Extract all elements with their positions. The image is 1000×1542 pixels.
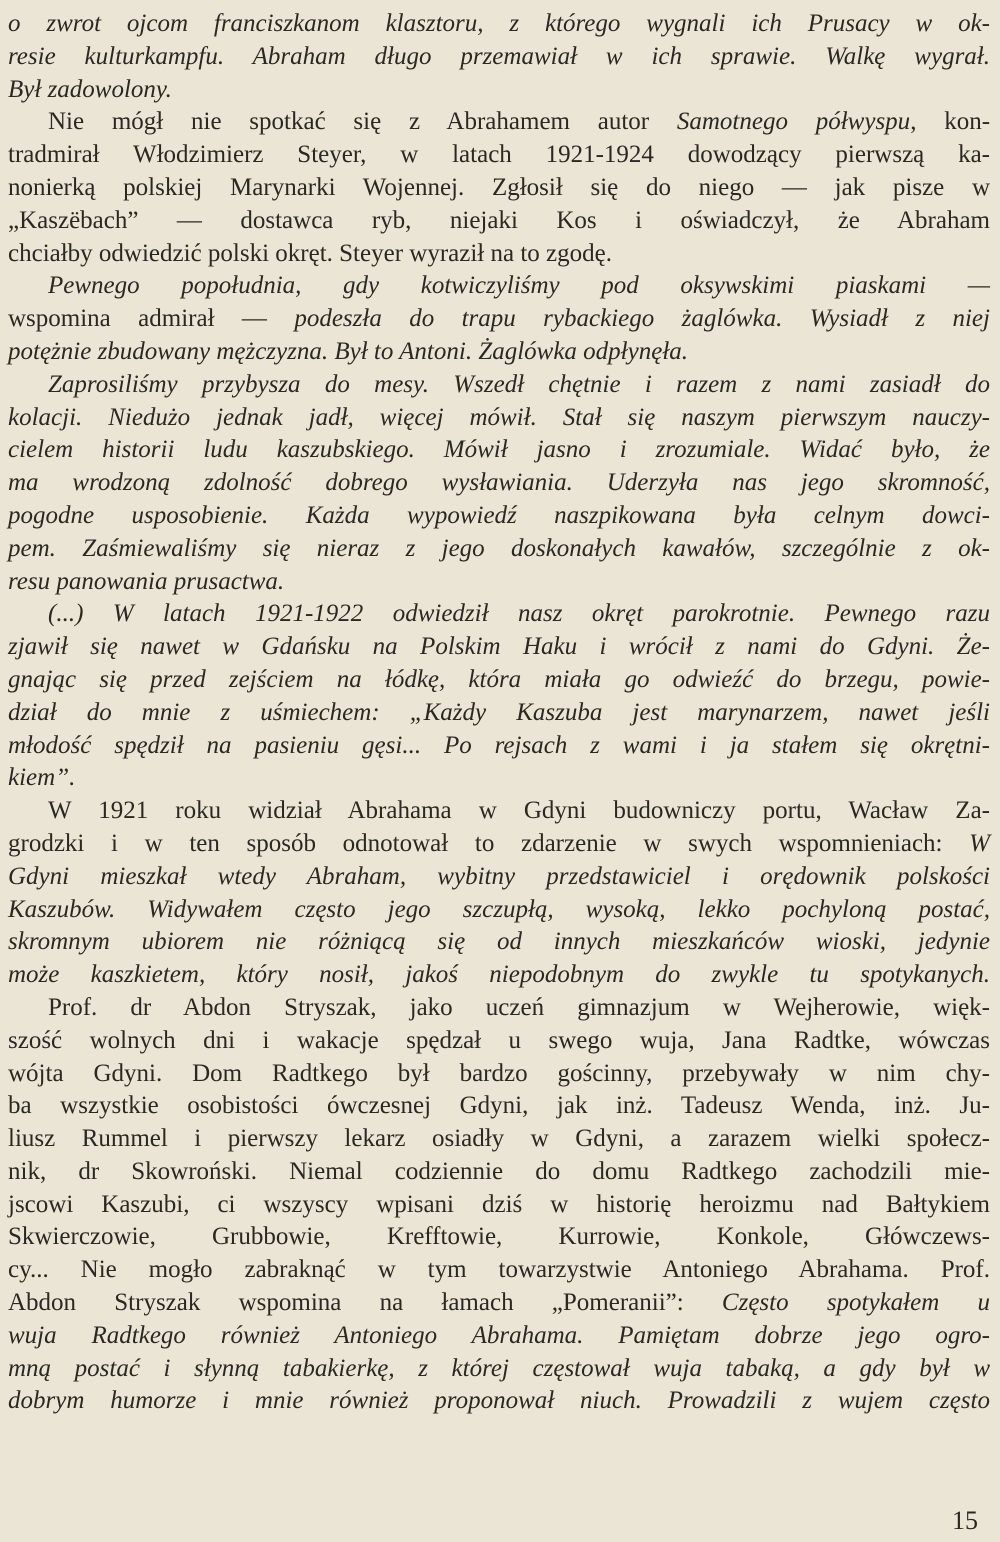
text-line: [8, 795, 990, 828]
text-line: [8, 336, 990, 369]
text-line: [8, 402, 990, 435]
roman-text: szość wolnych dni i wakacje spędzał u swego wuja, Jana Radtke, wówczas: [8, 1026, 990, 1054]
roman-text: wójta Gdyni. Dom Radtkego był bardzo gościnny, przebywały w nim chy-: [8, 1059, 990, 1087]
text-line: [8, 1320, 990, 1353]
text-line: [8, 1385, 990, 1418]
roman-text: „Kaszëbach” — dostawca ryb, niejaki Kos i oświadczył, że Abraham: [8, 206, 990, 234]
italic-text: Kaszubów. Widywałem często jego szczupłą, wysoką, lekko pochyloną postać,: [8, 895, 990, 923]
italic-text: cielem historii ludu kaszubskiego. Mówił jasno i zrozumiale. Widać było, że: [8, 436, 990, 464]
italic-text: resie kulturkampfu. Abraham długo przemawiał w ich sprawie. Walkę wygrał.: [8, 42, 990, 70]
roman-text: nik, dr Skowroński. Niemal codziennie do domu Radtkego zachodzili mie-: [8, 1157, 990, 1185]
text-line: [8, 205, 990, 238]
italic-text: może kaszkietem, który nosił, jakoś niepodobnym do zwykle tu spotykanych.: [8, 961, 990, 989]
text-line: [8, 631, 990, 664]
italic-text: kiem”.: [8, 764, 76, 792]
roman-text: ba wszystkie osobistości ówczesnej Gdyni, jak inż. Tadeusz Wenda, inż. Ju-: [8, 1092, 990, 1120]
italic-text: pogodne usposobienie. Każda wypowiedź naszpikowana była celnym dowci-: [8, 501, 990, 529]
roman-text: Abdon Stryszak wspomina na łamach „Pomeranii”:: [8, 1289, 722, 1317]
italic-text: o zwrot ojcom franciszkanom klasztoru, z którego wygnali ich Prusacy w ok-: [8, 10, 990, 37]
text-line: [8, 959, 990, 992]
roman-text: liusz Rummel i pierwszy lekarz osiadły w Gdyni, a zarazem wielki społecz-: [8, 1125, 990, 1153]
italic-text: Zaprosiliśmy przybysza do mesy. Wszedł chętnie i razem z nami zasiadł do: [48, 370, 990, 398]
roman-text: Nie mógł nie spotkać się z Abrahamem autor: [48, 108, 677, 136]
italic-text: W: [969, 829, 990, 857]
text-line: [8, 1353, 990, 1386]
text-line: [8, 8, 990, 41]
roman-text: W 1921 roku widział Abrahama w Gdyni budowniczy portu, Wacław Za-: [48, 797, 990, 825]
italic-text: zjawił się nawet w Gdańsku na Polskim Haku i wrócił z nami do Gdyni. Że-: [8, 633, 990, 661]
italic-text: Był zadowolony.: [8, 75, 172, 103]
roman-text: tradmirał Włodzimierz Steyer, w latach 1921-1924 dowodzący pierwszą ka-: [8, 141, 990, 169]
text-line: [8, 41, 990, 74]
text-line: [8, 270, 990, 303]
text-line: [8, 1221, 990, 1254]
text-line: [8, 992, 990, 1025]
text-line: [8, 500, 990, 533]
italic-text: (...) W latach 1921-1922 odwiedził nasz okręt parokrotnie. Pewnego razu: [48, 600, 990, 628]
text-line: [8, 664, 990, 697]
text-line: [8, 106, 990, 139]
italic-text: Pewnego popołudnia, gdy kotwiczyliśmy pod oksywskimi piaskami —: [48, 272, 990, 300]
italic-text: mną postać i słynną tabakierkę, z której częstował wuja tabaką, a gdy był w: [8, 1354, 990, 1382]
roman-text: nonierką polskiej Marynarki Wojennej. Zgłosił się do niego — jak pisze w: [8, 173, 990, 201]
text-line: [8, 762, 990, 795]
italic-text: potężnie zbudowany mężczyzna. Był to Antoni. Żaglówka odpłynęła.: [8, 337, 689, 365]
roman-text: chciałby odwiedzić polski okręt. Steyer wyraził na to zgodę.: [8, 239, 612, 267]
italic-text: kolacji. Niedużo jednak jadł, więcej mówił. Stał się naszym pierwszym nauczy-: [8, 403, 990, 431]
text-line: [8, 533, 990, 566]
italic-text: wuja Radtkego również Antoniego Abrahama. Pamiętam dobrze jego ogro-: [8, 1321, 990, 1349]
roman-text: wspomina admirał —: [8, 305, 295, 333]
text-line: [8, 730, 990, 763]
text-line: [8, 1058, 990, 1091]
text-line: [8, 1254, 990, 1287]
text-line: [8, 1156, 990, 1189]
roman-text: , kon-: [910, 108, 991, 136]
text-line: [8, 1123, 990, 1156]
italic-text: gnając się przed zejściem na łódkę, która miała go odwieźć do brzegu, powie-: [8, 665, 990, 693]
italic-text: młodość spędził na pasieniu gęsi... Po rejsach z wami i ja stałem się okrętni-: [8, 731, 990, 759]
text-line: [8, 434, 990, 467]
text-line: [8, 566, 990, 599]
text-line: [8, 467, 990, 500]
roman-text: Prof. dr Abdon Stryszak, jako uczeń gimnazjum w Wejherowie, więk-: [48, 993, 990, 1021]
roman-text: cy... Nie mogło zabraknąć w tym towarzystwie Antoniego Abrahama. Prof.: [8, 1256, 990, 1284]
roman-text: Skwierczowie, Grubbowie, Krefftowie, Kurrowie, Konkole, Główczews-: [8, 1223, 990, 1251]
text-line: [8, 74, 990, 107]
text-line: [8, 1287, 990, 1320]
text-line: [8, 861, 990, 894]
italic-text: Gdyni mieszkał wtedy Abraham, wybitny przedstawiciel i orędownik polskości: [8, 862, 990, 890]
text-line: [8, 1090, 990, 1123]
roman-text: jscowi Kaszubi, ci wszyscy wpisani dziś w historię heroizmu nad Bałtykiem: [8, 1190, 990, 1218]
text-line: [8, 828, 990, 861]
text-line: [8, 139, 990, 172]
page-text: [8, 8, 990, 1418]
italic-text: ma wrodzoną zdolność dobrego wysławiania. Uderzyła nas jego skromność,: [8, 469, 990, 497]
text-line: [8, 1025, 990, 1058]
page-number: 15: [952, 1506, 978, 1535]
text-line: [8, 303, 990, 336]
italic-text: Samotnego półwyspu: [676, 108, 911, 136]
text-line: [8, 1189, 990, 1222]
text-line: [8, 238, 990, 271]
text-line: [8, 172, 990, 205]
italic-text: pem. Zaśmiewaliśmy się nieraz z jego doskonałych kawałów, szczególnie z ok-: [8, 534, 990, 562]
roman-text: grodzki i w ten sposób odnotował to zdarzenie w swych wspomnieniach:: [8, 829, 970, 857]
italic-text: dział do mnie z uśmiechem: „Każdy Kaszuba jest marynarzem, nawet jeśli: [8, 698, 990, 726]
text-line: [8, 598, 990, 631]
text-line: [8, 369, 990, 402]
italic-text: skromnym ubiorem nie różniącą się od innych mieszkańców wioski, jedynie: [8, 928, 990, 956]
italic-text: Często spotykałem u: [721, 1289, 990, 1317]
text-line: [8, 697, 990, 730]
italic-text: dobrym humorze i mnie również proponował niuch. Prowadzili z wujem często: [8, 1387, 990, 1415]
italic-text: resu panowania prusactwa.: [8, 567, 285, 595]
text-line: [8, 894, 990, 927]
italic-text: podeszła do trapu rybackiego żaglówka. Wysiadł z niej: [294, 305, 990, 333]
text-line: [8, 926, 990, 959]
